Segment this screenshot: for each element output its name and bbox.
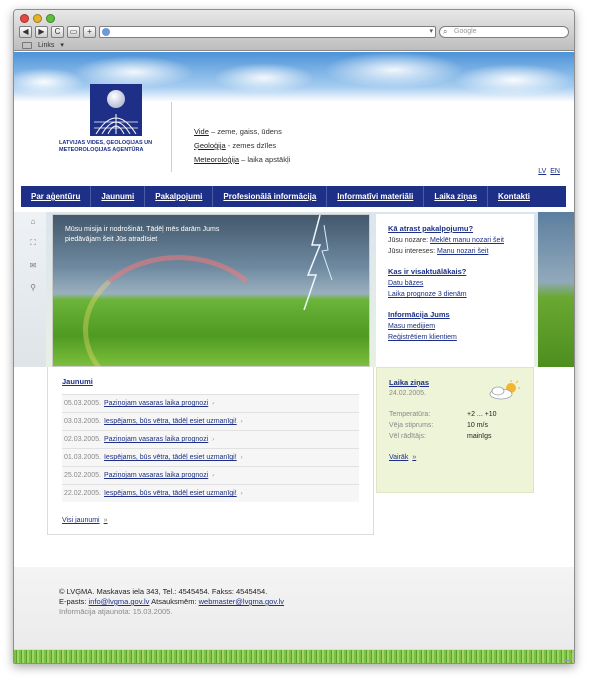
footer-contacts [59,597,284,607]
temperature-value: +2 ... +10 [467,411,497,418]
agency-logo[interactable] [90,84,142,136]
news-date: 03.03.2005. [64,418,101,425]
footer [59,587,284,617]
chevron-right-icon: › [212,472,215,479]
minimize-window-button[interactable] [33,14,42,23]
most-relevant-title[interactable]: Kas ir visaktuālākais? [388,267,467,276]
nav-item-par-agenturu[interactable]: Par aģentūru [21,186,91,207]
forecast-3-days-link[interactable]: Laika prognoze 3 dienām [388,291,467,298]
news-item [62,484,359,502]
all-news-label: Visi jaunumi [62,517,100,524]
databases-link[interactable]: Datu bāzes [388,280,424,287]
news-item [62,466,359,484]
interests-line [388,248,522,255]
tagline-text: – zeme, gaiss, ūdens [208,127,282,136]
weather-more-label: Vairāk [389,454,409,461]
tagline-text: – laika apstākļi [239,155,291,164]
feedback-label: Atsauksmēm: [149,597,199,606]
registered-clients-link[interactable]: Reģistrētiem klientiem [388,334,457,341]
chevron-down-icon[interactable]: ▾ [429,28,433,35]
interests-label: Jūsu intereses: [388,248,438,255]
double-chevron-right-icon: » [103,517,108,524]
extra-row [389,433,521,440]
nav-item-kontakti[interactable]: Kontakti [498,192,531,201]
news-panel [47,367,374,535]
news-item [62,394,359,412]
zoom-window-button[interactable] [46,14,55,23]
news-item [62,448,359,466]
news-link[interactable]: Iespējams, būs vētra, tādēļ esiet uzmanīgi! [103,490,237,497]
temperature-label: Temperatūra: [389,411,431,418]
back-button[interactable]: ◀ [19,26,32,38]
news-item [62,412,359,430]
news-date: 01.03.2005. [64,454,101,461]
chevron-down-icon: ▾ [60,42,64,49]
news-date: 25.02.2005. [64,472,101,479]
wind-row [389,422,521,429]
taglines [194,125,290,167]
partly-cloudy-icon [487,380,521,400]
bookmarks-links-menu[interactable]: Links [38,41,55,49]
geologija-link[interactable]: Ģeoloģija [194,141,226,150]
bookmark-icon[interactable]: ▭ [67,26,80,38]
weather-panel [376,367,534,493]
news-date: 22.02.2005. [64,490,101,497]
address-bar[interactable] [99,26,436,38]
news-date: 02.03.2005. [64,436,101,443]
news-link[interactable]: Paziņojam vasaras laika prognozi [103,400,209,407]
chevron-right-icon: › [240,454,243,461]
agency-name: LATVIJAS VIDES, ĢEOLOĢIJAS UN METEOROLOĢIJAS AĢENTŪRA [59,140,153,153]
weather-title[interactable]: Laika ziņas [389,378,430,387]
search-input[interactable] [439,26,569,38]
globe-icon [102,28,110,36]
chevron-right-icon: › [212,436,215,443]
nav-item-profesionala-informacija[interactable]: Profesionālā informācija [213,186,327,207]
wind-label: Vēja stiprums: [389,422,434,429]
mass-media-link[interactable]: Masu medijiem [388,323,436,330]
quick-links-panel [376,214,534,367]
lightning-graphic [298,215,338,310]
information-for-you-title[interactable]: Informācija Jums [388,310,450,319]
last-updated: Informācija atjaunota: 15.03.2005. [59,607,173,616]
web-page [14,52,574,663]
meteorologija-link[interactable]: Meteoroloģija [194,155,240,164]
nav-item-informativi-materiali[interactable]: Informatīvi materiāli [327,186,424,207]
browser-titlebar [14,10,574,51]
forward-button[interactable]: ▶ [35,26,48,38]
window-controls [20,14,55,23]
all-news-link[interactable] [62,517,359,524]
resize-handle[interactable] [564,653,572,661]
add-bookmark-button[interactable]: + [83,26,96,38]
webmaster-email-link[interactable]: webmaster@lvgma.gov.lv [198,597,285,606]
footer-address: © LVĢMA. Maskavas iela 343, Tel.: 4545454. Fakss: 4545454. [59,587,268,596]
sun-icon [107,90,125,108]
chevron-right-icon: › [240,418,243,425]
industry-line [388,237,522,244]
weather-more-link[interactable] [389,454,521,461]
header-divider [171,102,172,172]
search-placeholder: Google [454,28,477,35]
weather-date: 24.02.2005. [389,390,426,397]
chevron-right-icon: › [212,400,215,407]
search-icon: ⌕ [443,27,448,36]
mail-icon[interactable]: ✉ [29,260,37,270]
find-service-title[interactable]: Kā atrast pakalpojumu? [388,224,474,233]
hero-image [52,214,370,367]
nav-item-jaunumi[interactable]: Jaunumi [91,186,145,207]
lang-en-link[interactable]: EN [550,168,560,175]
reload-button[interactable]: C [51,26,64,38]
grass-border [14,649,574,663]
hero-caption: Mūsu misija ir nodrošināt. Tādēļ mēs darām Jums piedāvājam šeit Jūs atradīsiet [65,226,220,243]
globe-arcs-icon [94,108,138,134]
double-chevron-right-icon: » [412,454,417,461]
right-landscape-strip [538,212,574,367]
rainbow-graphic [83,255,273,367]
browser-window [13,9,575,664]
sitemap-icon[interactable]: ⛶ [30,238,36,247]
close-window-button[interactable] [20,14,29,23]
find-interest-link[interactable]: Manu nozari šeit [437,248,489,255]
browser-toolbar [19,25,569,39]
vide-link[interactable]: Vide [194,127,209,136]
language-switcher [538,168,560,175]
news-item [62,430,359,448]
email-link[interactable]: info@lvgma.gov.lv [88,597,150,606]
nav-item-laika-zinas[interactable]: Laika ziņas [424,186,488,207]
find-industry-link[interactable]: Meklēt manu nozari šeit [430,237,504,244]
news-link[interactable]: Paziņojam vasaras laika prognozi [103,472,209,479]
news-link[interactable]: Iespējams, būs vētra, tādēļ esiet uzmanīgi! [103,418,237,425]
news-title[interactable]: Jaunumi [62,377,93,386]
temperature-row [389,411,521,418]
nav-item-pakalpojumi[interactable]: Pakalpojumi [145,186,213,207]
book-icon[interactable] [22,42,32,49]
extra-value: mainīgs [467,433,492,440]
side-toolbar [28,216,38,292]
home-icon[interactable]: ⌂ [30,216,36,226]
main-nav [21,186,566,207]
lang-lv-link[interactable]: LV [538,168,547,175]
industry-label: Jūsu nozare: [388,237,431,244]
email-label: E-pasts: [59,597,89,606]
extra-label: Vēl rādītājs: [389,433,426,440]
wind-value: 10 m/s [467,422,489,429]
search-icon[interactable]: ⚲ [30,282,36,292]
tagline-text: - zemes dzīles [225,141,277,150]
news-link[interactable]: Iespējams, būs vētra, tādēļ esiet uzmanīgi! [103,454,237,461]
bookmarks-bar [22,41,64,49]
chevron-right-icon: › [240,490,243,497]
news-date: 05.03.2005. [64,400,101,407]
news-link[interactable]: Paziņojam vasaras laika prognozi [103,436,209,443]
